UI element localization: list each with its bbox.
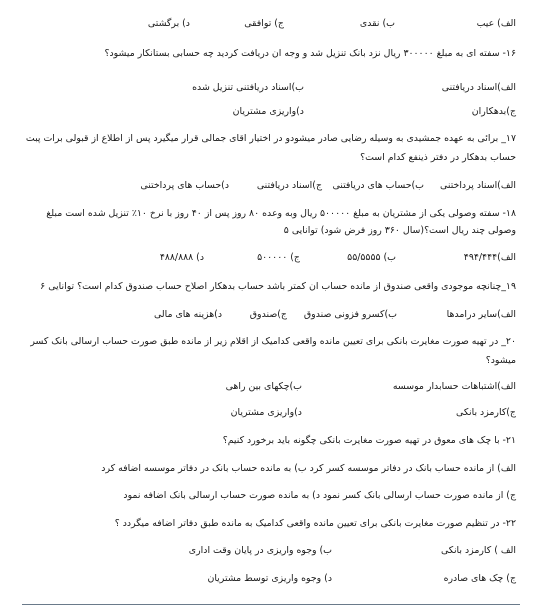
q21-options-c-d: ج) از مانده صورت حساب ارسالی بانک کسر نمود د) به مانده صورت حساب ارسالی بانک اضافه نمود bbox=[123, 490, 516, 501]
q19-option-c: ج)صندوق bbox=[249, 309, 287, 320]
q22-option-b: ب) وجوه واریزی در پایان وقت اداری bbox=[188, 545, 332, 556]
q15-option-c: ج) توافقی bbox=[244, 18, 284, 29]
question-19: ۱۹_چنانچه موجودی واقعی صندوق از مانده حساب ان کمتر باشد حساب بدهکار اصلاح حساب صندوق کدام است؟ توانایی ۶ bbox=[40, 281, 516, 292]
footer-divider bbox=[22, 604, 520, 605]
q20-option-c: ج)کارمزد بانکی bbox=[456, 407, 516, 418]
question-17-line-2: حساب بدهکار در دفتر ذینفع کدام است؟ bbox=[360, 152, 516, 163]
question-17-line-1: ۱۷_ برائی به عهده جمشیدی به وسیله رضایی صادر میشودو در اختیار اقای جمالی قرار میگیرد پس از اطلاع از قبولی برات پبت bbox=[25, 133, 516, 144]
q22-option-c: ج) چک های صادره bbox=[443, 573, 516, 584]
q20-option-d: د)واریزی مشتریان bbox=[230, 407, 302, 418]
q22-option-a: الف ) کارمزد بانکی bbox=[440, 545, 516, 556]
q17-option-b: ب)حساب های دریافتنی bbox=[332, 180, 424, 191]
q19-option-d: د)هزینه های مالی bbox=[153, 309, 222, 320]
q22-option-d: د) وجوه واریزی توسط مشتریان bbox=[207, 573, 332, 584]
q15-option-b: ب) نقدی bbox=[359, 18, 395, 29]
q15-option-a: الف) عیب bbox=[476, 18, 516, 29]
q20-option-a: الف)اشتباهات حسابدار موسسه bbox=[392, 381, 516, 392]
q18-option-b: ب) ۵۵/۵۵۵۵ bbox=[347, 252, 396, 263]
question-20-line-1: ۲۰_ در تهیه صورت مغایرت بانکی برای تعیین مانده واقعی کدامیک از اقلام زیر از مانده طبق صورت حساب ارسالی بانک کسر bbox=[30, 336, 516, 347]
question-21: ۲۱- با چک های معوق در تهیه صورت مغایرت بانکی چگونه باید برخورد کنیم؟ bbox=[222, 435, 516, 446]
q18-option-a: الف)۴۹۴/۴۴۴ bbox=[463, 252, 516, 263]
q17-option-d: د)حساب های پرداختنی bbox=[140, 180, 229, 191]
q18-option-c: ج) ۵۰۰۰۰۰ bbox=[257, 252, 300, 263]
q19-option-b: ب)کسرو فزونی صندوق bbox=[303, 309, 397, 320]
question-18-line-2: وصولی چند ریال است؟(سال ۳۶۰ روز فرض شود) توانایی ۵ bbox=[283, 225, 516, 236]
question-22: ۲۲- در تنظیم صورت مغایرت بانکی برای تعیین مانده واقعی کدامیک به مانده طبق دفاتر اضافه میگردد ؟ bbox=[114, 518, 516, 529]
q18-option-d: د) ۴۸۸/۸۸۸ bbox=[159, 252, 204, 263]
q19-option-a: الف)سایر درامدها bbox=[446, 309, 516, 320]
q16-option-a: الف)اسناد دریافتنی bbox=[441, 82, 516, 93]
question-18-line-1: ۱۸- سفته وصولی یکی از مشتریان به مبلغ ۵۰۰۰۰۰ ریال وبه وعده ۸۰ روز پس از ۴۰ روز با نرخ ۱۰٪ تنزیل شده است مبلغ bbox=[46, 208, 516, 219]
q16-option-d: د)واریزی مشتریان bbox=[232, 106, 304, 117]
q16-option-b: ب)اسناد دریافتنی تنزیل شده bbox=[192, 82, 304, 93]
q16-option-c: ج)بدهکاران bbox=[471, 106, 516, 117]
q21-options-a-b: الف) از مانده حساب بانک در دفاتر موسسه کسر کرد ب) به مانده حساب بانک در دفاتر موسسه اضافه کرد bbox=[101, 463, 516, 474]
q17-option-c: ج)اسناد دریافتنی bbox=[256, 180, 322, 191]
q20-option-b: ب)چکهای بین راهی bbox=[225, 381, 302, 392]
question-16: ۱۶- سفته ای به مبلغ ۳۰۰۰۰۰ ریال نزد بانک تنزیل شد و وجه ان دریافت کردید چه حسابی بستانکار میشود؟ bbox=[104, 48, 516, 59]
q15-option-d: د) برگشتی bbox=[147, 18, 190, 29]
question-20-line-2: میشود؟ bbox=[485, 355, 516, 366]
q17-option-a: الف)اسناد پرداختنی bbox=[440, 180, 516, 191]
